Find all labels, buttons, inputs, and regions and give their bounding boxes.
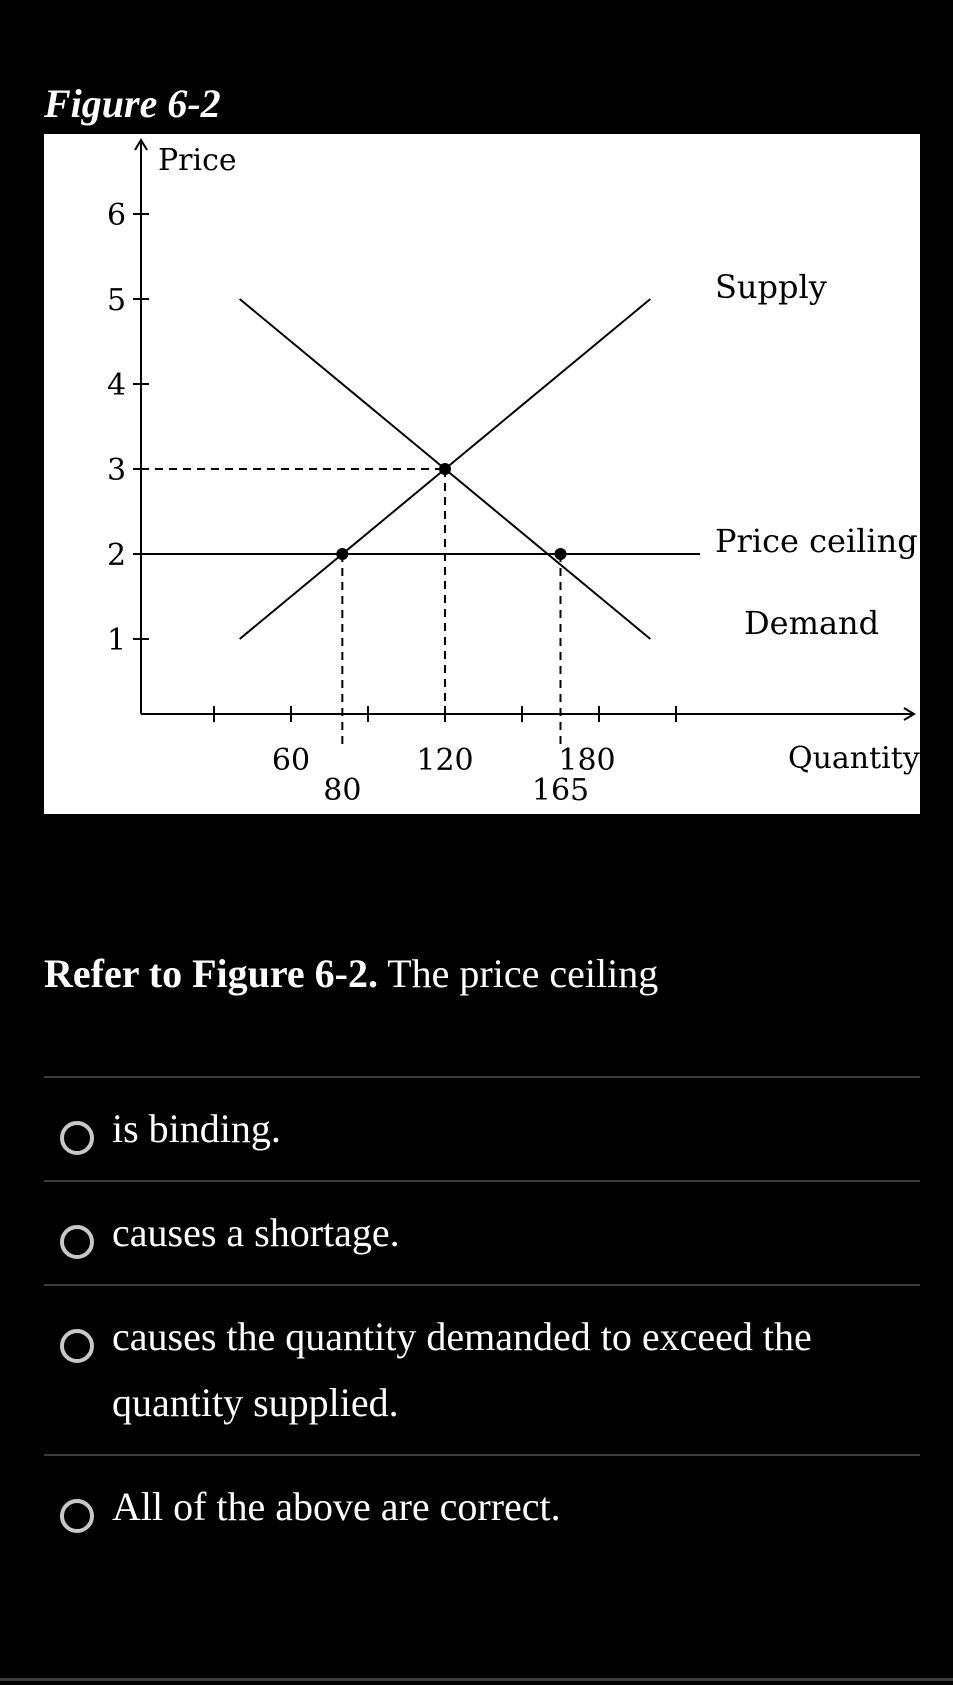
series-label: Demand [744,604,880,642]
series-label: Supply [715,268,827,306]
bottom-divider [0,1678,953,1681]
x-tick-label: 60 [271,743,311,778]
x-tick-label: 120 [416,743,474,778]
question-body: The price ceiling [377,951,659,996]
x-tick-label: 80 [323,773,362,808]
y-tick-label: 4 [107,368,127,403]
option-label: All of the above are correct. [112,1484,561,1529]
question-lead: Refer to Figure 6-2. [44,951,378,996]
y-tick-label: 6 [107,198,127,233]
radio-button[interactable] [60,1121,94,1155]
series-label: Price ceiling [715,522,918,560]
figure-title: Figure 6-2 [44,81,221,126]
option-causes-shortage[interactable] [44,1180,920,1284]
y-tick-label: 2 [107,538,127,573]
option-label: is binding. [112,1106,281,1151]
radio-button[interactable] [60,1499,94,1533]
y-tick-label: 1 [107,623,127,658]
option-label: causes a shortage. [112,1210,400,1255]
radio-button[interactable] [60,1225,94,1259]
radio-button[interactable] [60,1329,94,1363]
figure-chart [44,134,920,814]
option-label: causes the quantity demanded to exceed the quantity supplied. [112,1314,812,1425]
equilibrium-point [439,463,451,475]
y-tick-label: 3 [107,453,127,488]
option-all-correct[interactable] [44,1454,920,1558]
x-axis-label: Quantity [788,741,920,776]
question-text [44,944,924,1004]
y-tick-label: 5 [107,283,127,318]
ceiling-intersection-point [336,548,348,560]
x-tick-label: 180 [558,743,616,778]
x-tick-label: 165 [531,773,590,808]
option-qd-exceeds-qs[interactable] [44,1284,920,1454]
ceiling-intersection-point [555,548,567,560]
y-axis-label: Price [158,143,237,178]
answer-options [44,1076,920,1558]
option-is-binding[interactable] [44,1076,920,1180]
chart-svg [44,134,920,814]
